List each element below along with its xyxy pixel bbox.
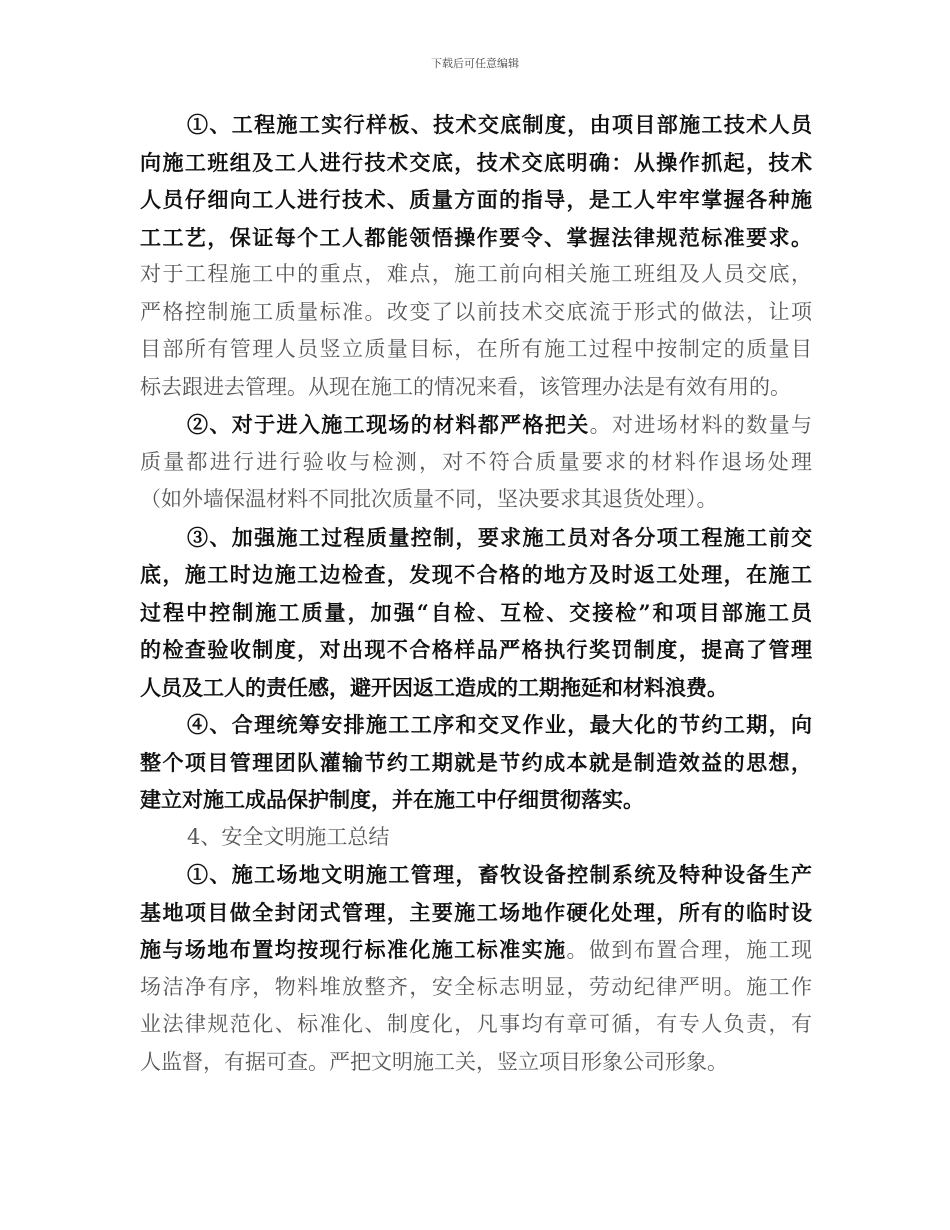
text-line xyxy=(140,969,812,1007)
text-segment: 质量都进行进行验收与检测，对不符合质量要求的材料作退场处理 xyxy=(140,449,812,474)
text-segment: 施与场地布置均按现行标准化施工标准实施 xyxy=(140,937,567,962)
text-line xyxy=(140,481,812,519)
text-line xyxy=(140,369,812,407)
text-segment: 的检查验收制度，对出现不合格样品严格执行奖罚制度，提高了管理 xyxy=(140,637,812,662)
text-line xyxy=(140,219,812,257)
text-segment: ②、对于进入施工现场的材料都严格把关 xyxy=(187,412,590,437)
text-line xyxy=(140,594,812,632)
text-line xyxy=(140,669,812,707)
text-line xyxy=(140,519,812,557)
text-line xyxy=(140,444,812,482)
text-segment: ①、施工场地文明施工管理，畜牧设备控制系统及特种设备生产 xyxy=(187,862,812,887)
text-segment: 人员仔细向工人进行技术、质量方面的指导，是工人牢牢掌握各种施 xyxy=(140,187,812,212)
text-segment: 底，施工时边施工边检查，发现不合格的地方及时返工处理，在施工 xyxy=(140,562,812,587)
document-body xyxy=(140,106,812,1081)
text-line xyxy=(140,931,812,969)
text-line xyxy=(140,294,812,332)
text-line xyxy=(140,781,812,819)
text-segment: 业法律规范化、标准化、制度化，凡事均有章可循，有专人负责，有 xyxy=(140,1012,812,1036)
text-segment: （如外墙保温材料不同批次质量不同，坚决要求其退货处理）。 xyxy=(140,487,718,511)
text-line xyxy=(140,144,812,182)
text-line xyxy=(140,181,812,219)
text-segment: 。做到布置合理，施工现 xyxy=(566,938,812,962)
text-segment: 过程中控制施工质量，加强“自检、互检、交接检”和项目部施工员 xyxy=(140,599,812,625)
text-line xyxy=(140,856,812,894)
text-line xyxy=(140,894,812,932)
text-segment: 场洁净有序，物料堆放整齐，安全标志明显，劳动纪律严明。施工作 xyxy=(140,974,812,999)
text-segment: 标去跟进去管理。从现在施工的情况来看，该管理办法是有效有用的。 xyxy=(140,374,791,399)
text-segment: ①、工程施工实行样板、技术交底制度，由项目部施工技术人员 xyxy=(187,112,812,137)
text-segment: 基地项目做全封闭式管理，主要施工场地作硬化处理，所有的临时设 xyxy=(140,899,812,925)
text-line xyxy=(140,406,812,444)
text-line xyxy=(140,706,812,744)
page-header: 下载后可任意编辑 xyxy=(431,57,519,70)
text-segment: 对于工程施工中的重点，难点，施工前向相关施工班组及人员交底， xyxy=(140,262,812,286)
text-segment: 人监督，有据可查。严把文明施工关，竖立项目形象公司形象。 xyxy=(140,1049,728,1074)
text-segment: 人员及工人的责任感，避开因返工造成的工期拖延和材料浪费。 xyxy=(140,674,728,700)
text-line xyxy=(140,819,812,857)
text-segment: 严格控制施工质量标准。改变了以前技术交底流于形式的做法，让项 xyxy=(140,299,812,324)
text-segment: ③、加强施工过程质量控制，要求施工员对各分项工程施工前交 xyxy=(187,524,812,550)
text-line xyxy=(140,1044,812,1082)
text-segment: 4、安全文明施工总结 xyxy=(187,824,390,849)
text-line xyxy=(140,331,812,369)
text-segment: 整个项目管理团队灌输节约工期就是节约成本就是制造效益的思想， xyxy=(140,749,812,775)
text-line xyxy=(140,744,812,782)
text-line xyxy=(140,1006,812,1044)
text-segment: 目部所有管理人员竖立质量目标，在所有施工过程中按制定的质量目 xyxy=(140,337,812,361)
text-line xyxy=(140,631,812,669)
text-segment: 工工艺，保证每个工人都能领悟操作要令、掌握法律规范标准要求。 xyxy=(140,224,812,250)
text-line xyxy=(140,106,812,144)
text-line xyxy=(140,556,812,594)
text-line xyxy=(140,256,812,294)
text-segment: 建立对施工成品保护制度，并在施工中仔细贯彻落实。 xyxy=(140,787,644,812)
text-segment: 。对进场材料的数量与 xyxy=(589,413,813,437)
text-segment: ④、合理统筹安排施工工序和交叉作业，最大化的节约工期，向 xyxy=(187,712,812,737)
text-segment: 向施工班组及工人进行技术交底，技术交底明确：从操作抓起，技术 xyxy=(140,149,812,175)
